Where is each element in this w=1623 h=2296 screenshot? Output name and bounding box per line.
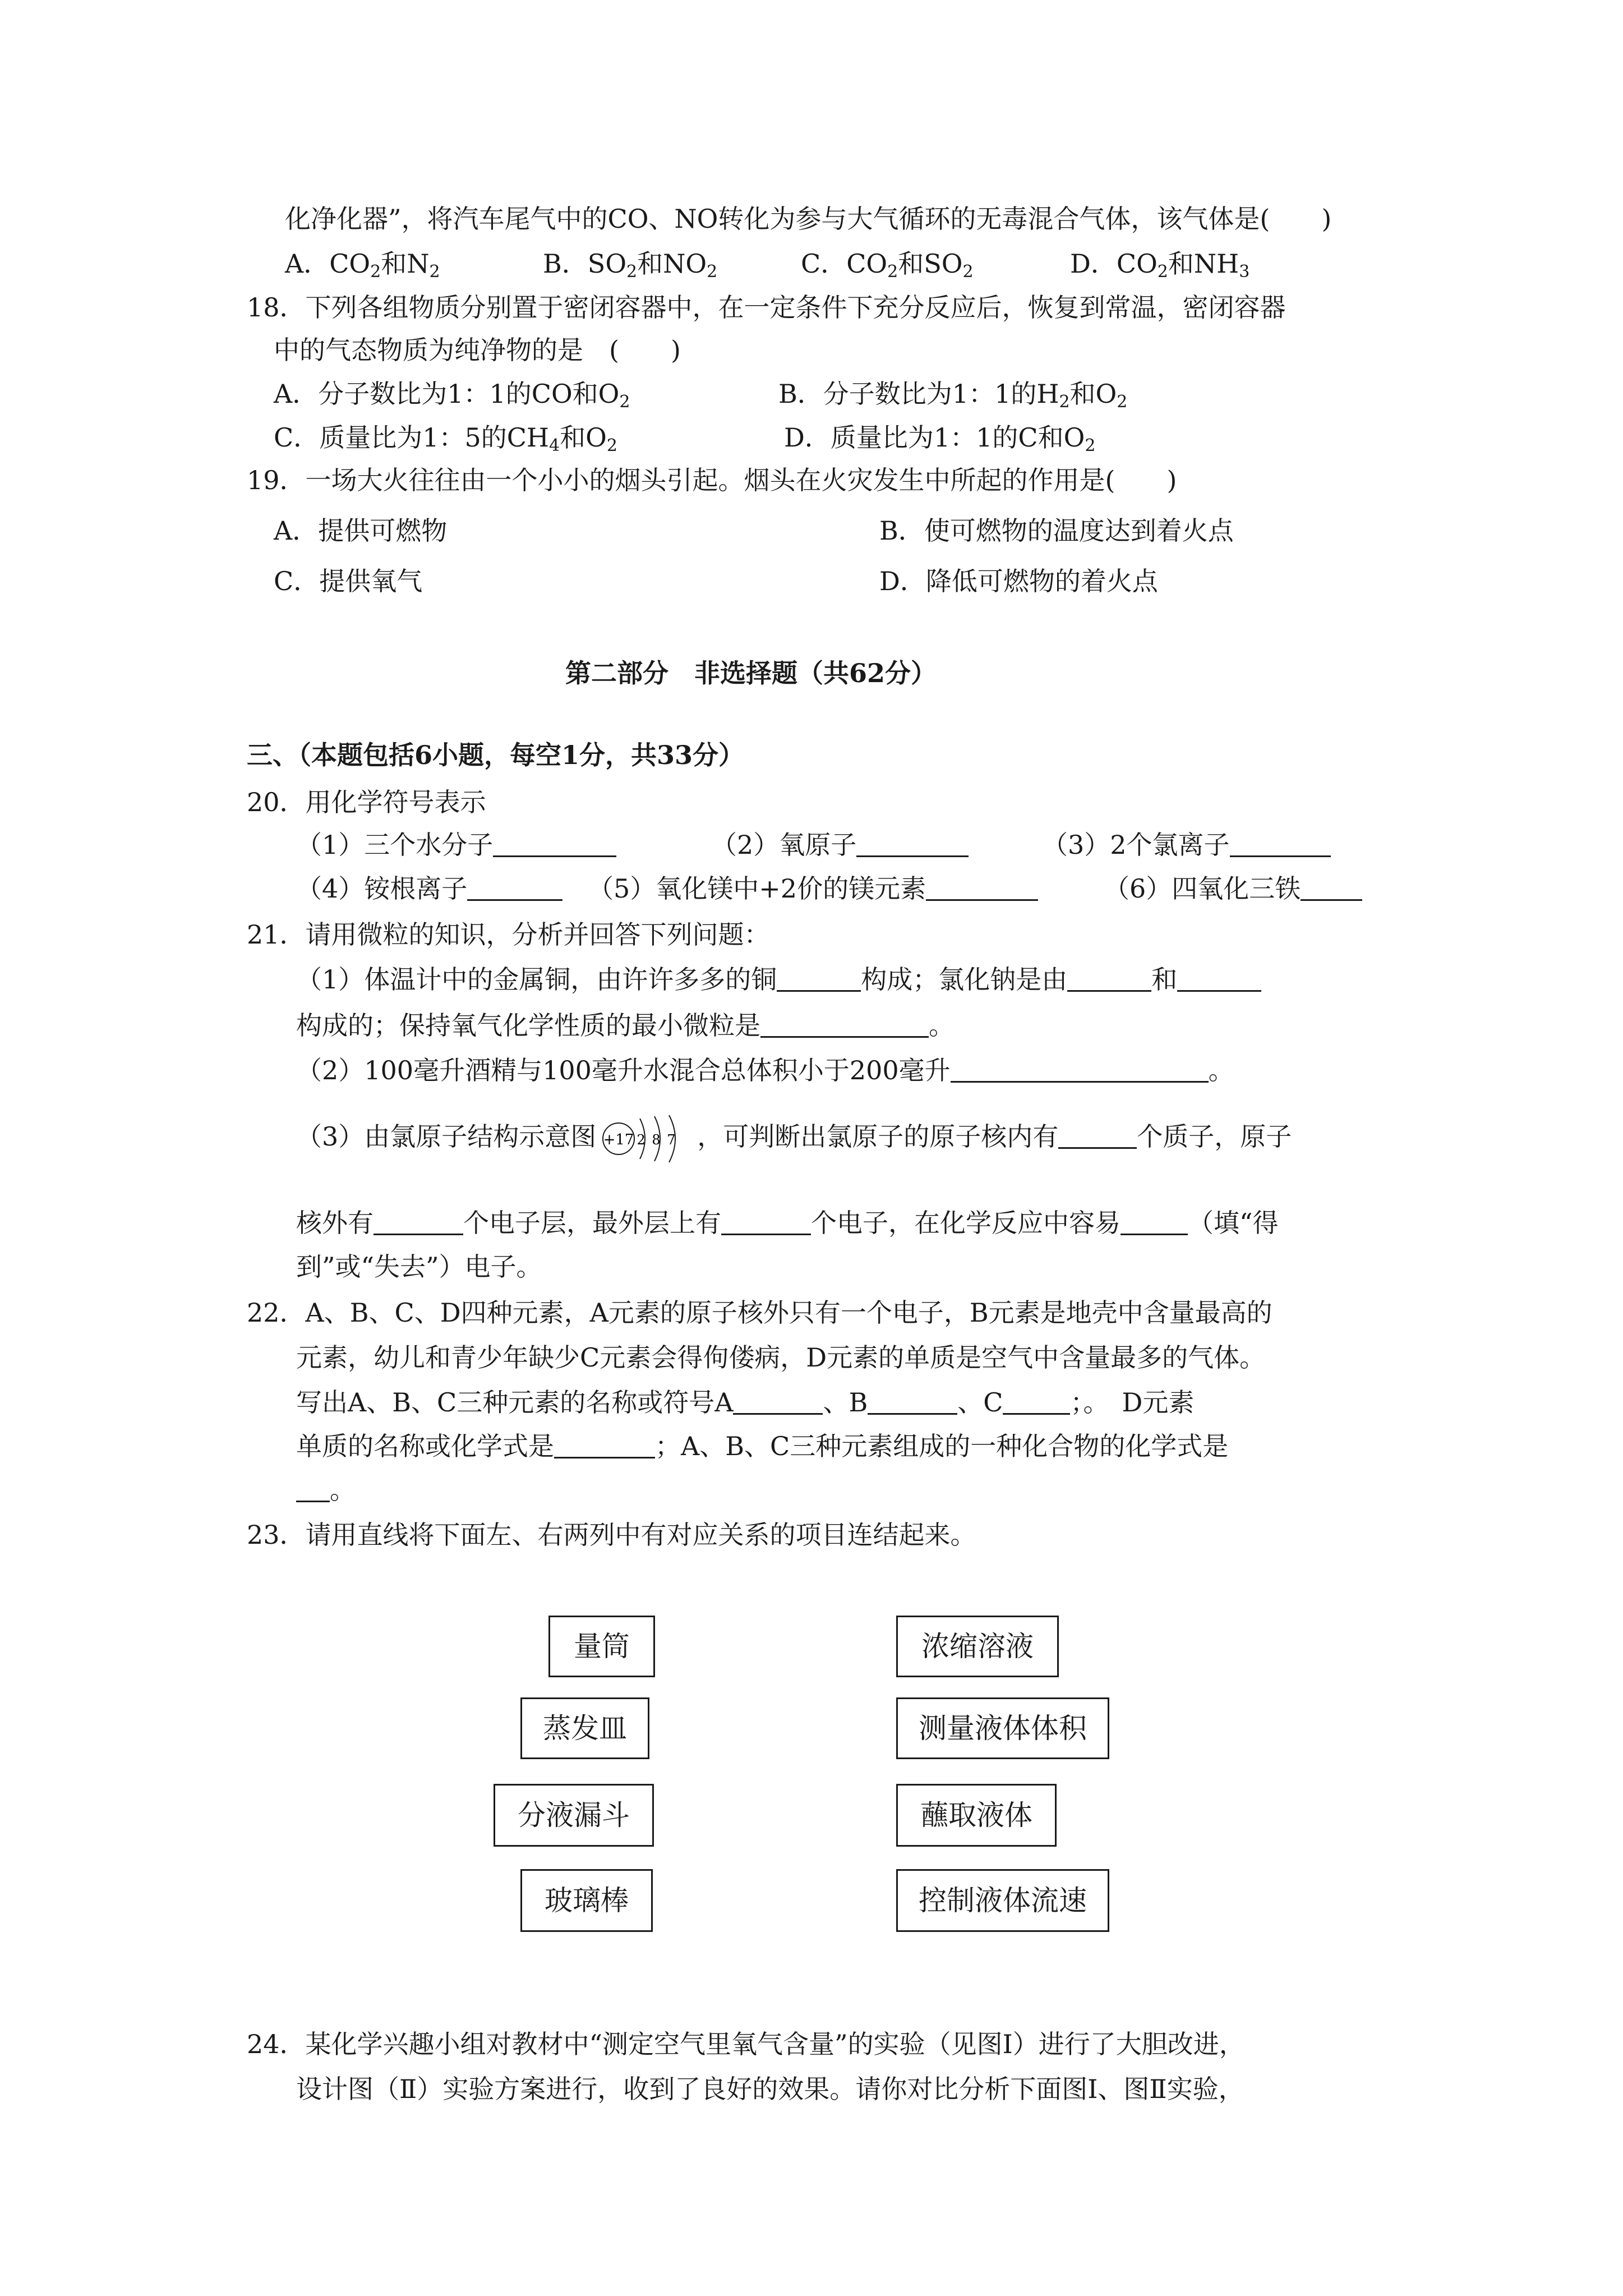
section-three-heading: 三、（本题包括6小题，每空1分，共33分） bbox=[247, 740, 745, 770]
q18-stem-line2: 中的气态物质为纯净物的是 ( ) bbox=[274, 335, 681, 365]
left-item-graduated-cylinder[interactable]: 量筒 bbox=[548, 1616, 655, 1677]
q21-part3-line2: 核外有 个电子层，最外层上有 个电子，在化学反应中容易 （填“得 bbox=[296, 1208, 1279, 1238]
q19-option-a: A．提供可燃物 bbox=[274, 516, 448, 546]
q21-part3-line1: （3）由氯原子结构示意图 +17 2 8 7 ，可判断出氯原子的原子核内有 个质子，原子 bbox=[296, 1120, 1292, 1156]
answer-blank[interactable] bbox=[760, 1011, 929, 1038]
answer-blank[interactable] bbox=[856, 831, 969, 857]
answer-blank[interactable] bbox=[554, 1432, 655, 1458]
q17-option-c: C．$CO_2$和$SO_2$ bbox=[801, 249, 974, 282]
q19-stem: 19．一场大火往往由一个小小的烟头引起。烟头在火灾发生中所起的作用是( ) bbox=[247, 465, 1177, 495]
q20-item-6: （6）四氧化三铁 bbox=[1104, 872, 1362, 905]
answer-blank[interactable] bbox=[296, 1476, 330, 1502]
answer-blank[interactable] bbox=[951, 1056, 1209, 1083]
atom-structure-svg bbox=[596, 1111, 697, 1167]
answer-blank[interactable] bbox=[467, 875, 562, 901]
answer-blank[interactable] bbox=[926, 875, 1038, 901]
q22-line2: 元素，幼儿和青少年缺少C元素会得佝偻病，D元素的单质是空气中含量最多的气体。 bbox=[296, 1342, 1266, 1373]
q18-option-c: C．质量比为1：5的$CH_4$和$O_2$ bbox=[274, 422, 617, 455]
answer-blank[interactable] bbox=[777, 965, 861, 992]
q20-item-4: （4）铵根离子 bbox=[296, 872, 562, 905]
answer-blank[interactable] bbox=[1121, 1209, 1188, 1235]
answer-blank[interactable] bbox=[733, 1388, 823, 1415]
q19-option-d: D．降低可燃物的着火点 bbox=[879, 566, 1158, 596]
right-item-dip-liquid[interactable]: 蘸取液体 bbox=[896, 1784, 1057, 1847]
q20-item-2: （2）氧原子 bbox=[711, 828, 969, 862]
answer-blank[interactable] bbox=[1067, 965, 1151, 992]
q18-option-d: D．质量比为1：1的C和$O_2$ bbox=[784, 422, 1096, 455]
q21-stem: 21．请用微粒的知识，分析并回答下列问题： bbox=[247, 919, 770, 950]
answer-blank[interactable] bbox=[374, 1209, 463, 1235]
q22-line1: 22．A、B、C、D四种元素，A元素的原子核外只有一个电子，B元素是地壳中含量最高的 bbox=[247, 1297, 1272, 1328]
q20-item-5: （5）氧化镁中+2价的镁元素 bbox=[588, 872, 1038, 905]
left-item-evaporating-dish[interactable]: 蒸发皿 bbox=[520, 1697, 649, 1759]
part-two-title: 第二部分 非选择题（共62分） bbox=[565, 658, 937, 688]
q17-option-d: D．$CO_2$和$NH_3$ bbox=[1070, 249, 1250, 282]
answer-blank[interactable] bbox=[1177, 965, 1261, 992]
q20-stem: 20．用化学符号表示 bbox=[247, 787, 486, 817]
right-item-measure-liquid-volume[interactable]: 测量液体体积 bbox=[896, 1697, 1109, 1759]
answer-blank[interactable] bbox=[721, 1209, 811, 1235]
q21-part2: （2）100毫升酒精与100毫升水混合总体积小于200毫升 。 bbox=[296, 1055, 1234, 1085]
answer-blank[interactable] bbox=[1230, 831, 1331, 857]
q20-item-3: （3）2个氯离子 bbox=[1042, 828, 1331, 862]
q17-continuation: 化净化器”，将汽车尾气中的CO、NO转化为参与大气循环的无毒混合气体，该气体是( ) bbox=[285, 204, 1332, 234]
answer-blank[interactable] bbox=[868, 1388, 957, 1415]
q24-line1: 24．某化学兴趣小组对教材中“测定空气里氧气含量”的实验（见图Ⅰ）进行了大胆改进， bbox=[247, 2029, 1245, 2059]
left-item-separatory-funnel[interactable]: 分液漏斗 bbox=[494, 1784, 654, 1847]
answer-blank[interactable] bbox=[1301, 875, 1362, 901]
right-item-control-flow-rate[interactable]: 控制液体流速 bbox=[896, 1869, 1109, 1932]
q22-line3: 写出A、B、C三种元素的名称或符号A 、B 、C ；。 D元素 bbox=[296, 1387, 1195, 1418]
q17-option-b: B．$SO_2$和$NO_2$ bbox=[543, 249, 718, 282]
electron-shells-label: 2 8 7 bbox=[637, 1132, 677, 1148]
q21-part1-line2: 构成的；保持氧气化学性质的最小微粒是 。 bbox=[296, 1010, 955, 1041]
right-item-concentrate-solution[interactable]: 浓缩溶液 bbox=[896, 1616, 1059, 1677]
q21-part3-line3: 到”或“失去”）电子。 bbox=[296, 1251, 542, 1282]
answer-blank[interactable] bbox=[1003, 1388, 1070, 1415]
left-item-glass-rod[interactable]: 玻璃棒 bbox=[520, 1869, 653, 1932]
q19-option-b: B．使可燃物的温度达到着火点 bbox=[879, 516, 1234, 546]
answer-blank[interactable] bbox=[493, 831, 616, 857]
q17-options bbox=[285, 247, 440, 280]
chlorine-atom-diagram bbox=[596, 1122, 697, 1156]
q18-stem-line1: 18．下列各组物质分别置于密闭容器中，在一定条件下充分反应后，恢复到常温，密闭容器 bbox=[247, 292, 1286, 323]
q21-part1-line1: （1）体温计中的金属铜，由许许多多的铜 构成；氯化钠是由 和 bbox=[296, 963, 1261, 996]
q19-option-c: C．提供氧气 bbox=[274, 566, 423, 596]
q20-item-1: （1）三个水分子 bbox=[296, 828, 616, 862]
q24-line2: 设计图（Ⅱ）实验方案进行，收到了良好的效果。请你对比分析下面图Ⅰ、图Ⅱ实验， bbox=[296, 2074, 1244, 2104]
q22-line4: 单质的名称或化学式是 ；A、B、C三种元素组成的一种化合物的化学式是 bbox=[296, 1431, 1229, 1461]
q23-stem: 23．请用直线将下面左、右两列中有对应关系的项目连结起来。 bbox=[247, 1520, 976, 1550]
q18-option-a: A．分子数比为1：1的CO和$O_2$ bbox=[274, 379, 630, 412]
answer-blank[interactable] bbox=[1058, 1122, 1137, 1149]
q18-option-b: B．分子数比为1：1的$H_2$和$O_2$ bbox=[778, 379, 1128, 412]
q22-line5: 。 bbox=[296, 1473, 356, 1507]
q17-option-a: A．$CO_2$和$N_2$ bbox=[285, 249, 440, 282]
nucleus-label: +17 bbox=[603, 1131, 634, 1148]
